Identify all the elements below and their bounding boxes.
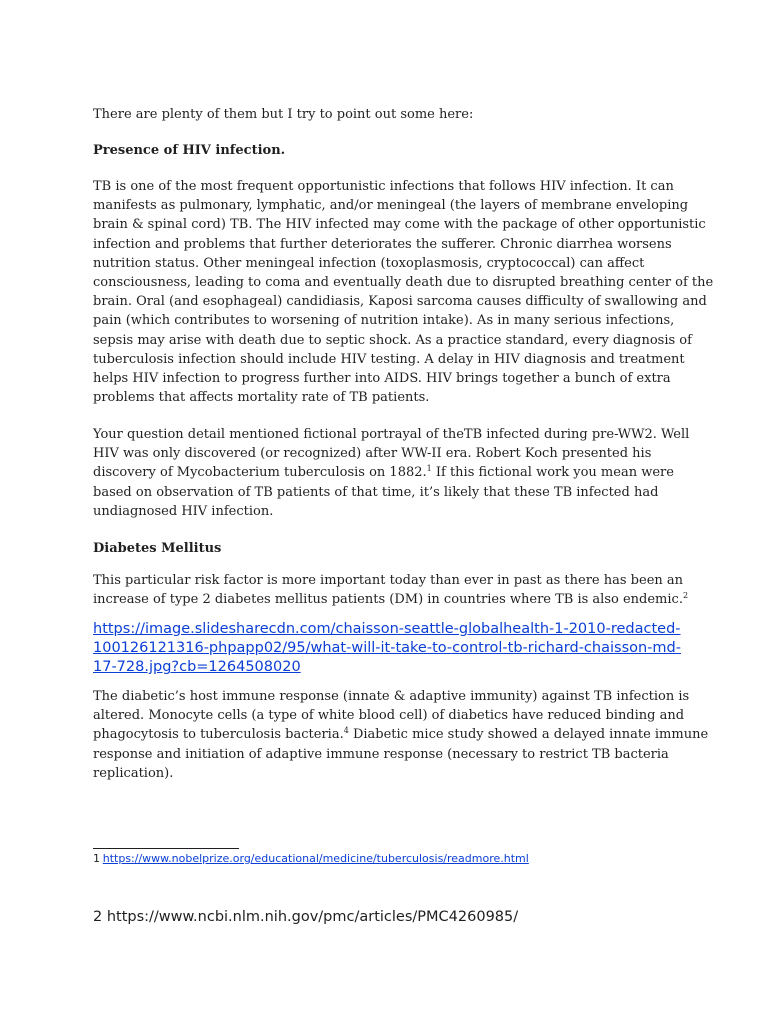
paragraph-text: phagocytosis to tuberculosis bacteria. bbox=[93, 727, 344, 743]
slideshare-link[interactable] bbox=[93, 620, 683, 678]
hiv-paragraph-2 bbox=[93, 425, 690, 521]
paragraph-text: discovery of Mycobacterium tuberculosis on 1882. bbox=[93, 465, 427, 481]
footnote-ref-2[interactable]: 2 bbox=[682, 591, 689, 601]
footnote-number: 1 bbox=[93, 852, 100, 865]
paragraph-line: manifests as pulmonary, lymphatic, and/or meningeal (the layers of membrane enveloping bbox=[93, 198, 689, 214]
paragraph-line bbox=[93, 463, 683, 482]
paragraph-line: altered. Monocyte cells (a type of white blood cell) of diabetics have reduced binding and bbox=[93, 708, 685, 724]
paragraph-line: brain & spinal cord) TB. The HIV infected may come with the package of other opportunistic bbox=[93, 217, 706, 233]
paragraph-line: response and initiation of adaptive immune response (necessary to restrict TB bacteria bbox=[93, 746, 669, 762]
paragraph-line: brain. Oral (and esophageal) candidiasis, Kaposi sarcoma causes difficulty of swallowing and bbox=[93, 294, 707, 310]
paragraph-line: HIV was only discovered (or recognized) after WW-II era. Robert Koch presented his bbox=[93, 446, 652, 462]
paragraph-line: tuberculosis infection should include HIV testing. A delay in HIV diagnosis and treatment bbox=[93, 351, 685, 367]
paragraph-line: The diabetic’s host immune response (innate & adaptive immunity) against TB infection is bbox=[93, 689, 690, 704]
section-heading-hiv: Presence of HIV infection. bbox=[93, 143, 286, 158]
paragraph-line: This particular risk factor is more important today than ever in past as there has been an bbox=[93, 573, 684, 588]
footnote-ref-4[interactable]: 4 bbox=[343, 726, 349, 736]
link-line[interactable]: 17-728.jpg?cb=1264508020 bbox=[93, 659, 301, 676]
paragraph-line: helps HIV infection to progress further into AIDS. HIV brings together a bunch of extra bbox=[93, 371, 671, 387]
footnote-1-link[interactable]: https://www.nobelprize.org/educational/medicine/tuberculosis/readmore.html bbox=[102, 852, 529, 865]
paragraph-line: problems that affects mortality rate of TB patients. bbox=[93, 390, 430, 406]
section-heading-diabetes: Diabetes Mellitus bbox=[93, 541, 222, 556]
link-line[interactable]: 100126121316-phpapp02/95/what-will-it-take-to-control-tb-richard-chaisson-md- bbox=[93, 640, 681, 657]
paragraph-line: infection and problems that further deteriorates the sufferer. Chronic diarrhea worsens bbox=[93, 236, 672, 252]
paragraph-line: sepsis may arise with death due to septic shock. As a practice standard, every diagnosis of bbox=[93, 332, 692, 348]
paragraph-line: Your question detail mentioned fictional portrayal of theTB infected during pre-WW2. Well bbox=[93, 427, 690, 442]
paragraph-line: undiagnosed HIV infection. bbox=[93, 503, 274, 519]
paragraph-line: pain (which contributes to worsening of nutrition intake). As in many serious infections, bbox=[93, 313, 675, 329]
paragraph-text: increase of type 2 diabetes mellitus patients (DM) in countries where TB is also endemic. bbox=[93, 592, 683, 608]
footnote-divider bbox=[93, 848, 239, 849]
paragraph-line bbox=[93, 590, 689, 609]
footnote-1 bbox=[93, 852, 529, 866]
paragraph-line: consciousness, leading to coma and eventually death due to disrupted breathing center of the bbox=[93, 275, 714, 291]
intro-text: There are plenty of them but I try to point out some here: bbox=[93, 107, 474, 122]
footnote-2: 2 https://www.ncbi.nlm.nih.gov/pmc/articles/PMC4260985/ bbox=[93, 909, 519, 925]
paragraph-line bbox=[93, 725, 709, 744]
hiv-paragraph-1 bbox=[93, 177, 714, 407]
diabetes-paragraph-2 bbox=[93, 687, 709, 783]
paragraph-line: TB is one of the most frequent opportunistic infections that follows HIV infection. It can bbox=[93, 179, 674, 194]
link-line[interactable]: https://image.slidesharecdn.com/chaisson-seattle-globalhealth-1-2010-redacted- bbox=[93, 621, 681, 637]
diabetes-paragraph-1 bbox=[93, 571, 689, 609]
paragraph-text: Diabetic mice study showed a delayed innate immune bbox=[348, 727, 709, 743]
paragraph-line: based on observation of TB patients of that time, it’s likely that these TB infected had bbox=[93, 484, 659, 500]
paragraph-line: nutrition status. Other meningeal infection (toxoplasmosis, cryptococcal) can affect bbox=[93, 255, 645, 271]
paragraph-line: replication). bbox=[93, 765, 174, 781]
footnote-ref-1[interactable]: 1 bbox=[426, 464, 432, 474]
paragraph-text: If this fictional work you mean were bbox=[431, 465, 674, 481]
